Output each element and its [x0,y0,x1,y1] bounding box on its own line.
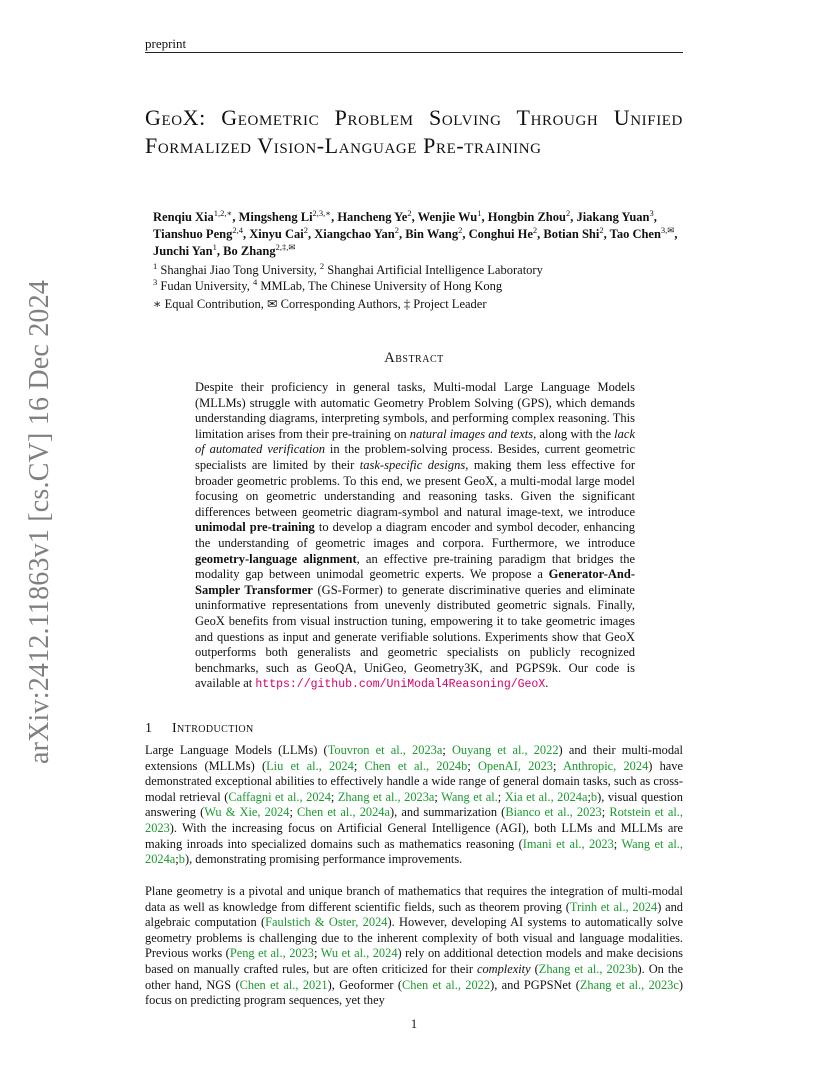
author-affiliation-mark: 2 [303,224,308,235]
abstract-heading: Abstract [384,350,444,366]
text-run: ). On the other hand, NGS ( [145,961,683,992]
text-run: ), and summarization ( [390,805,506,820]
header-rule [145,52,683,53]
text-run: ) have demonstrated exceptional abilities to effectively handle a wide range of general domain tasks, such as cross-modal retrieval ( [145,758,683,804]
text-run: , an effective pre-training paradigm that bridges the modality gap between unimodal geometric experts. We propose a [195,551,636,582]
text-run: ( [530,961,539,976]
author-name: Xiangchao Yan [314,227,395,241]
citation-link[interactable]: Zhang et al., 2023b [538,961,638,976]
citation-link[interactable]: Wang et al. [441,789,498,804]
citation-link[interactable]: Zhang et al., 2023a [337,789,435,804]
citation-link[interactable]: Chen et al., 2024b [364,758,468,773]
text-run: ; [289,805,298,820]
abstract-body [195,380,635,693]
citation-link[interactable]: b [590,789,598,804]
author-name: Tao Chen [609,227,661,241]
text-run: ; [330,789,338,804]
citation-link[interactable]: Wang et al., 2024a [145,836,683,867]
citation-link[interactable]: Chen et al., 2024a [297,805,390,820]
bold-text: geometry-language alignment [195,551,357,566]
author-name: Junchi Yan [153,244,213,258]
author-affiliation-mark: 2,‡,✉ [275,241,296,252]
citation-link[interactable]: Faulstich & Oster, 2024 [265,915,388,930]
author-affiliation-mark: 3,✉ [660,224,675,235]
bold-text: unimodal pre-training [195,520,315,535]
running-header: preprint [145,36,187,51]
text-run: ; [497,789,505,804]
text-run: , making them less effective for broader geometric problems. To this end, we present GeoX, a multi-modal large model focusing on geometric understanding and reasoning tasks. Given the significant differences between geometric diagram-symbol and natural image-text, we introduce [195,457,635,519]
author-affiliation-mark: 1 [212,241,217,252]
citation-link[interactable]: Chen et al., 2021 [239,977,328,992]
text-run: Large Language Models (LLMs) ( [145,743,328,757]
text-run: Despite their proficiency in general tasks, Multi-modal Large Language Models (MLLMs) struggle with automatic Geometry Problem Solving (GPS), which demands understanding diagrams, interpreting symbols, and performing complex reasoning. This limitation arises from their pre-training on [195,380,635,441]
text-run: in the problem-solving process. Besides, current geometric specialists are limited by their [195,442,635,472]
citation-link[interactable]: Touvron et al., 2023a [327,743,443,757]
citation-link[interactable]: Xia et al., 2024a [504,789,588,804]
author-name: Xinyu Cai [249,227,304,241]
text-run: to develop a diagram encoder and symbol decoder, enhancing the understanding of geometric images and corpora. Furthermore, we introduce [195,520,635,550]
text-run: , along with the [533,426,615,441]
citation-link[interactable]: Peng et al., 2023 [229,946,314,961]
section-title: Introduction [172,721,254,736]
author-name: Wenjie Wu [417,210,478,224]
author-name: Jiakang Yuan [576,210,650,224]
text-run: ; [552,758,563,773]
author-affiliation-mark: 2 [458,224,463,235]
author-name: Mingsheng Li [238,210,313,224]
citation-link[interactable]: OpenAI, 2023 [477,758,553,773]
emphasis-text: lack of automated verification [195,426,635,457]
text-run: ). However, developing AI systems to automatically solve geometry problems is challenging due to the inherent complexity of both visual and language modalities. Previous works ( [145,915,683,961]
author-name: Conghui He [468,227,533,241]
citation-link[interactable]: Zhang et al., 2023c [579,977,679,992]
code-repository-link[interactable]: https://github.com/UniModal4Reasoning/GeoX [255,678,546,692]
text-run: ), and PGPSNet ( [490,977,580,992]
citation-link[interactable]: Ouyang et al., 2022 [451,743,559,757]
text-run: Plane geometry is a pivotal and unique branch of mathematics that requires the integration of multi-modal data as well as knowledge from different scientific fields, such as theorem proving ( [145,884,683,914]
text-run: ) and algebraic computation ( [145,899,683,930]
text-run: ) and their multi-modal extensions (MLLMs) ( [145,743,683,773]
text-run: ) focus on predicting program sequences, yet they [145,977,684,1008]
author-list: Renqiu Xia$^{1,2,∗}$, Mingsheng $Li^{2,3,∗}$, Hancheng Ye$^2$, Wenjie Wu$^1$, Hongbin Zhou$^2$, Jiakang Yuan$^3$, Tianshuo Peng$^{2,4}$, Xinyu Cai$^2$, Xiangchao Yan$^2$, Bin Wang$^2$, Conghui He$^2$, Botian Shi$^2$, Tao Chen$^{3,✉}$, Junchi Yan$^1$, Bo Zhang$^{2,\ddagger,✉}$ [153,207,678,258]
author-affiliation-mark: 2,3,∗ [312,207,332,218]
citation-link[interactable]: Anthropic, 2024 [562,758,649,773]
author-name: Hancheng Ye [337,210,408,224]
author-affiliation-mark: 2 [565,207,571,218]
text-run: ) rely on additional detection models and make decisions based on manually crafted rules, but are often criticized for their [145,946,683,976]
bold-text: Generator-And-Sampler Transformer [195,567,635,597]
author-name: Bo Zhang [223,244,276,258]
emphasis-text: task-specific designs [359,457,466,472]
arxiv-identifier: arXiv:2412.11863v1 [cs.CV] 16 Dec 2024 [24,279,55,765]
text-run: ; [613,836,622,851]
intro-paragraph-1 [145,743,683,868]
citation-link[interactable]: Chen et al., 2022 [402,977,491,992]
paper-title: GeoX: Geometric Problem Solving Through Unified Formalized Vision-Language Pre-training [145,105,683,158]
author-affiliation-mark: 2 [599,224,604,235]
text-run: ), visual question answering ( [145,789,683,820]
intro-paragraph-2 [145,884,683,1009]
text-run: ). With the increasing focus on Artificial General Intelligence (AGI), both LLMs and MLLMs are making inroads into specialized domains such as mathematics reasoning ( [145,820,683,851]
contribution-note: ∗ Equal Contribution, ✉ Corresponding Authors, ‡ Project Leader [153,297,487,311]
author-name: Renqiu Xia [153,210,214,224]
text-run: . [545,676,549,691]
citation-link[interactable]: Wu et al., 2024 [320,946,398,961]
text-run: ; [175,852,179,867]
text-run: ; [442,743,452,757]
affiliation-name: MMLab, The Chinese University of Hong Kong [260,279,503,293]
affiliation-mark: 3 [153,276,158,287]
text-run: ), Geoformer ( [327,977,403,992]
author-affiliation-mark: 2 [394,224,399,235]
affiliation-name: Shanghai Jiao Tong University, [160,263,317,277]
author-name: Tianshuo Peng [153,227,233,241]
citation-link[interactable]: Liu et al., 2024 [266,758,354,773]
affiliation-line-2 [153,278,693,294]
author-name: Botian Shi [543,227,600,241]
text-run: ; [587,789,591,804]
affiliation-mark: 1 [153,260,158,271]
author-name: Hongbin Zhou [487,210,566,224]
affiliation-mark: 4 [252,276,258,287]
text-run: ; [434,789,442,804]
citation-link[interactable]: Caffagni et al., 2024 [228,789,331,804]
text-run: ), demonstrating promising performance improvements. [184,852,463,867]
affiliation-name: Shanghai Artificial Intelligence Laboratory [327,263,543,277]
author-affiliation-mark: 1,2,∗ [213,207,233,218]
affiliations [153,262,693,294]
affiliation-mark: 2 [319,260,325,271]
page-number: 1 [410,1017,418,1031]
section-heading-introduction [145,721,254,737]
text-run: ; [314,946,321,961]
citation-link[interactable]: Imani et al., 2023 [522,836,614,851]
citation-link[interactable]: Rotstein et al., 2023 [145,805,683,835]
author-name: Bin Wang [405,227,459,241]
author-affiliation-mark: 3 [649,207,654,218]
citation-link[interactable]: b [178,852,185,867]
text-run: ; [467,758,478,773]
citation-link[interactable]: Wu & Xie, 2024 [204,805,290,820]
author-affiliation-mark: 2 [532,224,538,235]
section-number: 1 [145,721,153,736]
citation-link[interactable]: Bianco et al., 2023 [505,805,602,820]
affiliation-name: Fudan University, [160,279,250,293]
emphasis-text: complexity [476,961,531,976]
author-affiliation-mark: 2,4 [232,224,243,235]
author-affiliation-mark: 2 [407,207,412,218]
text-run: (GS-Former) to generate discriminative queries and eliminate uninformative representations from unevenly distributed geometric signals. Finally, GeoX benefits from visual instruction tuning, empowering it to take geometric images and questions as input and generate verifiable solutions. Experiments show that GeoX outperforms both generalists and geometric specialists on publicly recognized benchmarks, such as GeoQA, UniGeo, Geometry3K, and PGPS9k. Our code is available at [195,582,635,691]
emphasis-text: natural images and texts [409,426,534,441]
text-run: ; [601,805,610,820]
citation-link[interactable]: Trinh et al., 2024 [569,899,658,914]
affiliation-line-1 [153,262,693,278]
author-affiliation-mark: 1 [477,207,482,218]
text-run: ; [353,758,365,773]
